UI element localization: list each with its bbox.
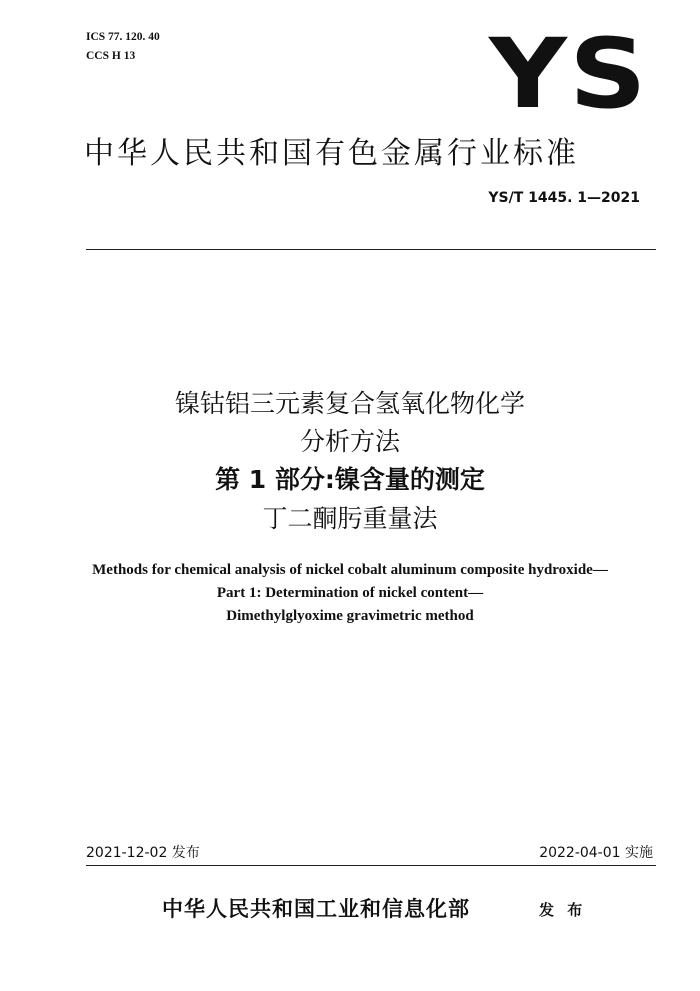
en-title-line-2: Part 1: Determination of nickel content— [216, 585, 484, 601]
en-title-line-1: Methods for chemical analysis of nickel cobalt aluminum composite hydroxide— [92, 562, 608, 578]
top-divider [86, 249, 656, 250]
issued-label: 发 布 [539, 901, 587, 919]
ics-code: ICS 77. 120. 40 [86, 31, 160, 43]
implementation-date: 2022-04-01 实施 [539, 845, 653, 861]
cn-title-line-1: 镍钴铝三元素复合氢氧化物化学 [174, 389, 525, 418]
organization-title: 中华人民共和国有色金属行业标准 [84, 136, 579, 171]
cn-title-line-3: 第 1 部分:镍含量的测定 [215, 465, 485, 494]
ys-logo: YS [489, 18, 649, 130]
bottom-divider [86, 865, 656, 866]
release-date: 2021-12-02 发布 [86, 845, 200, 861]
cn-title-line-4: 丁二酮肟重量法 [262, 504, 438, 533]
cn-title-line-2: 分析方法 [299, 427, 400, 456]
standard-number: YS/T 1445. 1—2021 [488, 190, 640, 206]
ccs-code: CCS H 13 [86, 50, 136, 62]
en-title-line-3: Dimethylglyoxime gravimetric method [226, 608, 474, 624]
english-title [0, 559, 700, 628]
classification-codes [86, 28, 160, 66]
issuing-authority: 中华人民共和国工业和信息化部 [162, 897, 470, 921]
